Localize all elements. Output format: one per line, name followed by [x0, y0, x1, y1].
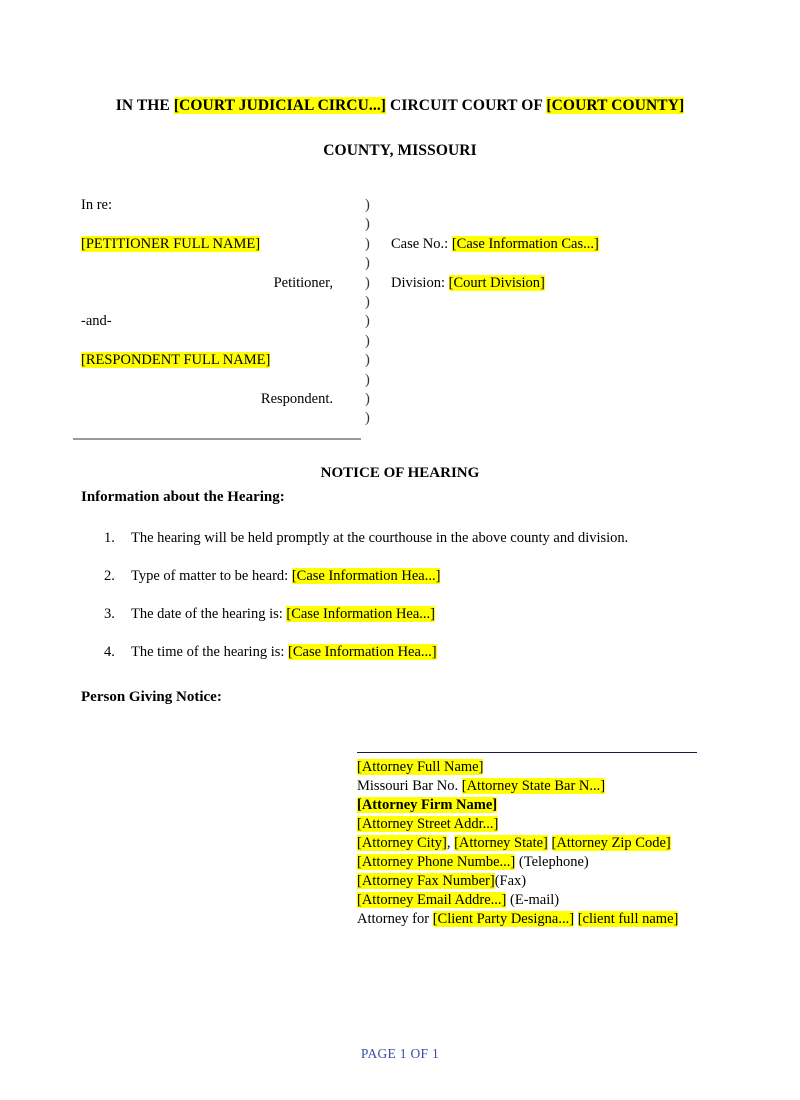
list-item-text: The hearing will be held promptly at the courthouse in the above county and division.	[131, 530, 629, 546]
caption-paren: )	[365, 235, 370, 252]
case-number-field[interactable]: [Case Information Cas...]	[451, 235, 599, 252]
email-label: (E-mail)	[506, 892, 560, 908]
attorney-bar-row	[357, 777, 757, 796]
list-item-number: 3.	[104, 606, 115, 622]
attorney-signature-block	[357, 752, 757, 929]
hearing-information-list	[81, 529, 741, 681]
attorney-street-address-field[interactable]: [Attorney Street Addr...]	[357, 816, 499, 832]
notice-of-hearing-title: NOTICE OF HEARING	[320, 465, 480, 481]
hearing-date-field[interactable]: [Case Information Hea...]	[286, 606, 435, 622]
caption-paren-column	[365, 196, 387, 429]
hearing-time-field[interactable]: [Case Information Hea...]	[288, 644, 437, 660]
client-full-name-field[interactable]: [client full name]	[577, 911, 679, 927]
information-about-hearing-heading: Information about the Hearing:	[81, 489, 285, 505]
caption-paren: )	[365, 216, 370, 233]
attorney-zip-code-field[interactable]: [Attorney Zip Code]	[551, 835, 671, 851]
attorney-city-field[interactable]: [Attorney City]	[357, 835, 447, 851]
title-middle-text: CIRCUIT COURT OF	[386, 97, 547, 114]
attorney-bar-number-field[interactable]: [Attorney State Bar N...]	[461, 778, 606, 794]
attorney-firm-row	[357, 796, 757, 815]
list-item-text: The date of the hearing is:	[131, 606, 287, 622]
signature-line	[357, 752, 697, 753]
attorney-email-address-field[interactable]: [Attorney Email Addre...]	[357, 892, 507, 908]
attorney-street-row	[357, 815, 757, 834]
court-county-field[interactable]: [COURT COUNTY]	[546, 97, 685, 114]
division-label: Division:	[391, 274, 449, 291]
attorney-fax-number-field[interactable]: [Attorney Fax Number]	[357, 873, 495, 889]
caption-paren: )	[365, 255, 370, 272]
list-item-text: The time of the hearing is:	[131, 644, 289, 660]
respondent-full-name-field[interactable]: [RESPONDENT FULL NAME]	[81, 352, 271, 369]
caption-paren: )	[365, 371, 370, 388]
caption-paren: )	[365, 274, 370, 291]
title-prefix-text: IN THE	[115, 97, 174, 114]
court-title-line-2: COUNTY, MISSOURI	[323, 142, 477, 160]
attorney-full-name-field[interactable]: [Attorney Full Name]	[357, 759, 484, 775]
caption-paren: )	[365, 313, 370, 330]
missouri-bar-label: Missouri Bar No.	[357, 778, 462, 794]
respondent-role-label: Respondent.	[260, 390, 333, 407]
person-giving-notice-heading: Person Giving Notice:	[81, 689, 222, 705]
attorney-citystatezip-row	[357, 834, 757, 853]
in-re-label: In re:	[81, 197, 112, 213]
list-item	[81, 643, 741, 662]
client-party-designation-field[interactable]: [Client Party Designa...]	[432, 911, 575, 927]
attorney-for-row	[357, 910, 757, 929]
fax-label: (Fax)	[494, 873, 527, 889]
caption-paren: )	[365, 390, 370, 407]
caption-paren: )	[365, 352, 370, 369]
state-zip-separator	[548, 835, 552, 851]
and-separator-label: -and-	[81, 313, 112, 330]
list-item-number: 1.	[104, 530, 115, 546]
caption-paren: )	[365, 197, 370, 213]
list-item	[81, 567, 741, 586]
attorney-firm-name-field[interactable]: [Attorney Firm Name]	[357, 797, 498, 813]
attorney-name-row	[357, 758, 757, 777]
list-item-text: Type of matter to be heard:	[131, 568, 292, 584]
list-item-number: 2.	[104, 568, 115, 584]
document-title-block	[0, 96, 800, 161]
caption-divider-rule	[73, 438, 361, 440]
list-item	[81, 529, 741, 548]
city-state-separator: ,	[446, 835, 455, 851]
hearing-matter-type-field[interactable]: [Case Information Hea...]	[291, 568, 441, 584]
caption-paren: )	[365, 293, 370, 310]
attorney-state-field[interactable]: [Attorney State]	[454, 835, 548, 851]
telephone-label: (Telephone)	[515, 854, 589, 870]
page-footer: PAGE 1 OF 1	[360, 1046, 440, 1061]
caption-paren: )	[365, 410, 370, 427]
attorney-phone-number-field[interactable]: [Attorney Phone Numbe...]	[357, 854, 516, 870]
case-no-label: Case No.:	[391, 235, 452, 252]
list-item-number: 4.	[104, 644, 115, 660]
list-item	[81, 605, 741, 624]
court-title-line-1	[0, 96, 800, 115]
caption-case-column	[391, 196, 721, 293]
caption-paren: )	[365, 332, 370, 349]
attorney-fax-row	[357, 872, 757, 891]
attorney-email-row	[357, 891, 757, 910]
attorney-for-label: Attorney for	[357, 911, 433, 927]
petitioner-role-label: Petitioner,	[273, 274, 333, 291]
caption-parties-column	[81, 196, 353, 409]
petitioner-full-name-field[interactable]: [PETITIONER FULL NAME]	[81, 235, 261, 252]
court-division-field[interactable]: [Court Division]	[448, 274, 545, 291]
attorney-phone-row	[357, 853, 757, 872]
court-judicial-circuit-field[interactable]: [COURT JUDICIAL CIRCU...]	[173, 97, 387, 114]
